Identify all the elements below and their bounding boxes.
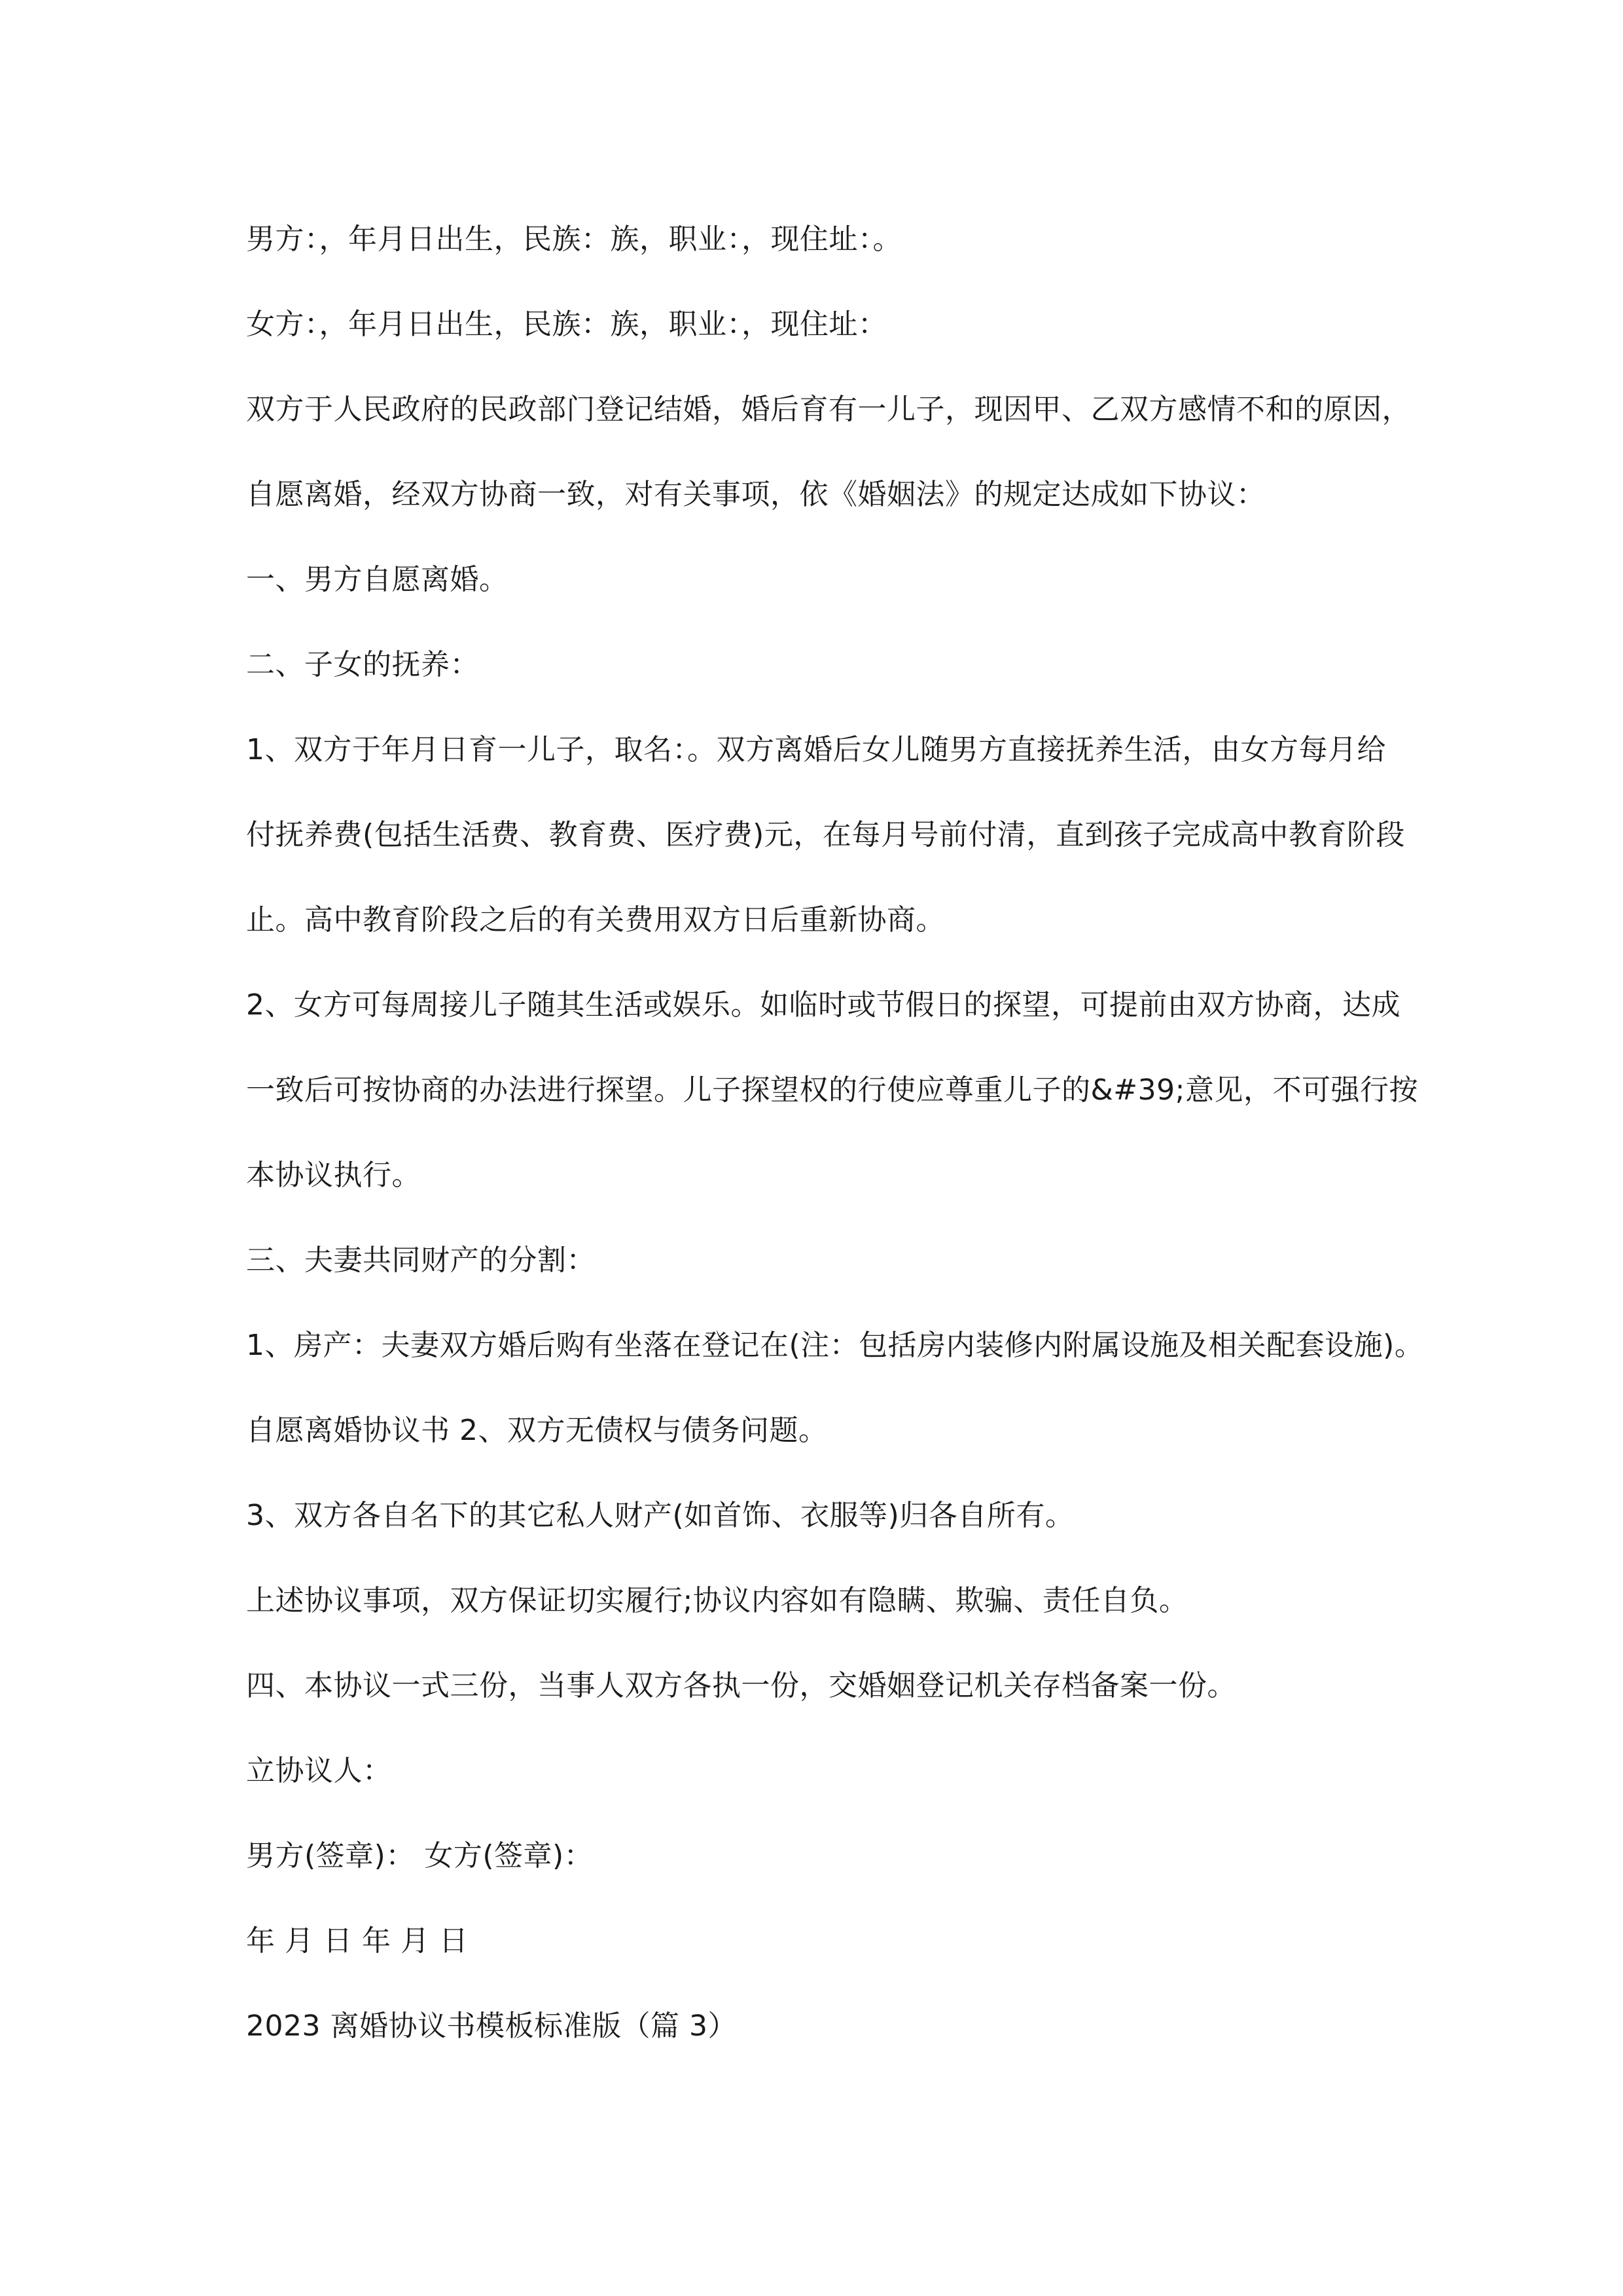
- clause-2-item-2-line-3: 本协议执行。: [246, 1158, 421, 1192]
- clause-3-heading-property: 三、夫妻共同财产的分割：: [246, 1244, 596, 1277]
- paragraph-marriage-intro-2: 自愿离婚，经双方协商一致，对有关事项，依《婚姻法》的规定达成如下协议：: [246, 478, 1266, 511]
- next-section-title: 2023 离婚协议书模板标准版（篇 3）: [246, 2009, 737, 2043]
- clause-3-item-3-personal-property: 3、双方各自名下的其它私人财产(如首饰、衣服等)归各自所有。: [246, 1499, 1075, 1532]
- paragraph-marriage-intro-1: 双方于人民政府的民政部门登记结婚，婚后育有一儿子，现因甲、乙双方感情不和的原因，: [246, 393, 1411, 426]
- clause-2-item-1-line-2: 付抚养费(包括生活费、教育费、医疗费)元，在每月号前付清，直到孩子完成高中教育阶段: [246, 818, 1405, 852]
- date-fields: 年 月 日 年 月 日: [246, 1924, 469, 1958]
- paragraph-guarantee: 上述协议事项，双方保证切实履行;协议内容如有隐瞒、欺骗、责任自负。: [246, 1584, 1188, 1617]
- clause-2-item-2-line-1: 2、女方可每周接儿子随其生活或娱乐。如临时或节假日的探望，可提前由双方协商，达成: [246, 988, 1400, 1022]
- clause-1-voluntary-divorce: 一、男方自愿离婚。: [246, 563, 508, 596]
- clause-2-item-1-line-1: 1、双方于年月日育一儿子，取名：。双方离婚后女儿随男方直接抚养生活，由女方每月给: [246, 733, 1386, 766]
- paragraph-male-party-info: 男方：，年月日出生，民族：族，职业：，现住址：。: [246, 223, 902, 256]
- clause-3-item-2-debts: 自愿离婚协议书 2、双方无债权与债务问题。: [246, 1414, 828, 1447]
- clause-2-item-2-line-2: 一致后可按协商的办法进行探望。儿子探望权的行使应尊重儿子的&#39;意见，不可强行按: [246, 1073, 1418, 1107]
- signature-fields: 男方(签章)： 女方(签章)：: [246, 1839, 594, 1873]
- clause-4-copies: 四、本协议一式三份，当事人双方各执一份，交婚姻登记机关存档备案一份。: [246, 1669, 1236, 1702]
- clause-2-item-1-line-3: 止。高中教育阶段之后的有关费用双方日后重新协商。: [246, 903, 945, 937]
- paragraph-female-party-info: 女方：，年月日出生，民族：族，职业：，现住址：: [246, 308, 887, 341]
- signatories-label: 立协议人：: [246, 1754, 392, 1787]
- clause-3-item-1-real-estate: 1、房产：夫妻双方婚后购有坐落在登记在(注：包括房内装修内附属设施及相关配套设施)。: [246, 1329, 1424, 1362]
- clause-2-heading-child-custody: 二、子女的抚养：: [246, 648, 479, 681]
